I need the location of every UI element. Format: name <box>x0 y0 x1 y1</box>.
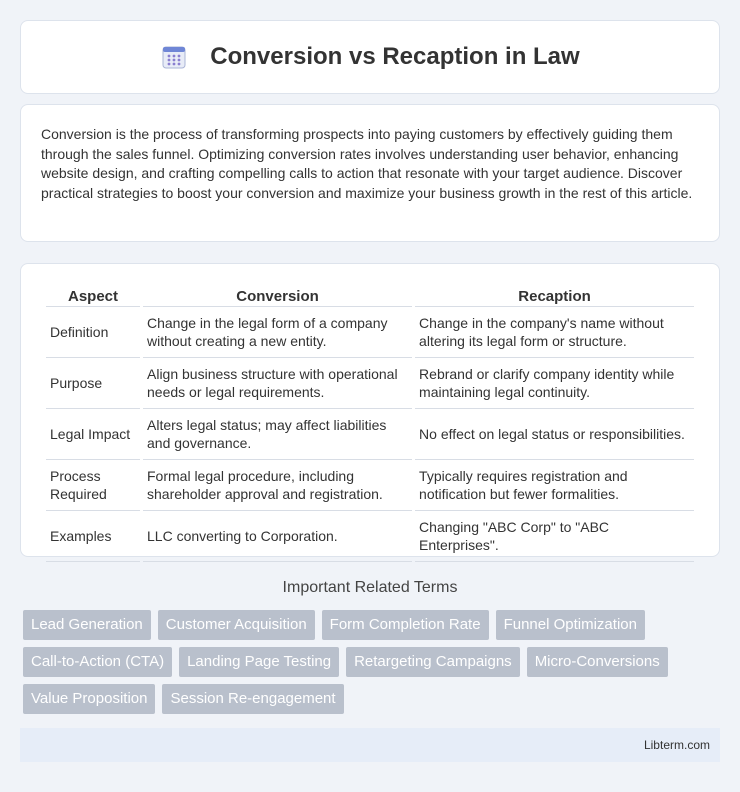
header-recaption: Recaption <box>415 284 694 307</box>
comparison-table <box>43 284 697 562</box>
table-row <box>46 511 694 562</box>
header-aspect: Aspect <box>46 284 140 307</box>
table-cell: Definition <box>46 307 140 358</box>
table-cell: Legal Impact <box>46 409 140 460</box>
table-cell: Formal legal procedure, including shareholder approval and registration. <box>143 460 412 511</box>
tag-call-to-action[interactable]: Call-to-Action (CTA) <box>23 647 172 677</box>
table-cell: No effect on legal status or responsibilities. <box>415 409 694 460</box>
table-cell: Purpose <box>46 358 140 409</box>
table-row <box>46 409 694 460</box>
intro-text: Conversion is the process of transforming prospects into paying customers by effectively guiding them through the sales funnel. Optimizing conversion rates involves understanding user behavior, enhancing website design, and crafting compelling calls to action that resonate with your target audience. Discover practical strategies to boost your conversion and maximize your business growth in the rest of this article. <box>41 126 693 201</box>
table-row <box>46 460 694 511</box>
table-cell: Rebrand or clarify company identity while maintaining legal continuity. <box>415 358 694 409</box>
header-card <box>20 20 720 94</box>
tag-funnel-optimization[interactable]: Funnel Optimization <box>496 610 645 640</box>
table-cell: Change in the legal form of a company without creating a new entity. <box>143 307 412 358</box>
page-title: Conversion vs Recaption in Law <box>210 43 580 70</box>
calendar-grid-icon <box>160 43 188 71</box>
table-cell: Examples <box>46 511 140 562</box>
table-header-row <box>46 284 694 307</box>
tag-session-re-engagement[interactable]: Session Re-engagement <box>162 684 343 714</box>
table-row <box>46 358 694 409</box>
tag-customer-acquisition[interactable]: Customer Acquisition <box>158 610 315 640</box>
tag-form-completion-rate[interactable]: Form Completion Rate <box>322 610 489 640</box>
intro-card <box>20 104 720 242</box>
header-conversion: Conversion <box>143 284 412 307</box>
tag-micro-conversions[interactable]: Micro-Conversions <box>527 647 668 677</box>
tag-value-proposition[interactable]: Value Proposition <box>23 684 155 714</box>
footer <box>20 728 720 762</box>
tag-landing-page-testing[interactable]: Landing Page Testing <box>179 647 339 677</box>
related-terms-title: Important Related Terms <box>282 579 458 596</box>
table-cell: Typically requires registration and notification but fewer formalities. <box>415 460 694 511</box>
tag-retargeting-campaigns[interactable]: Retargeting Campaigns <box>346 647 520 677</box>
footer-site-link[interactable]: Libterm.com <box>643 738 710 752</box>
table-row <box>46 307 694 358</box>
table-cell: Change in the company's name without altering its legal form or structure. <box>415 307 694 358</box>
table-cell: Changing "ABC Corp" to "ABC Enterprises". <box>415 511 694 562</box>
table-cell: Alters legal status; may affect liabilities and governance. <box>143 409 412 460</box>
comparison-card <box>20 263 720 557</box>
related-terms-list <box>23 610 723 714</box>
tag-lead-generation[interactable]: Lead Generation <box>23 610 151 640</box>
table-cell: Process Required <box>46 460 140 511</box>
table-cell: LLC converting to Corporation. <box>143 511 412 562</box>
table-cell: Align business structure with operational needs or legal requirements. <box>143 358 412 409</box>
